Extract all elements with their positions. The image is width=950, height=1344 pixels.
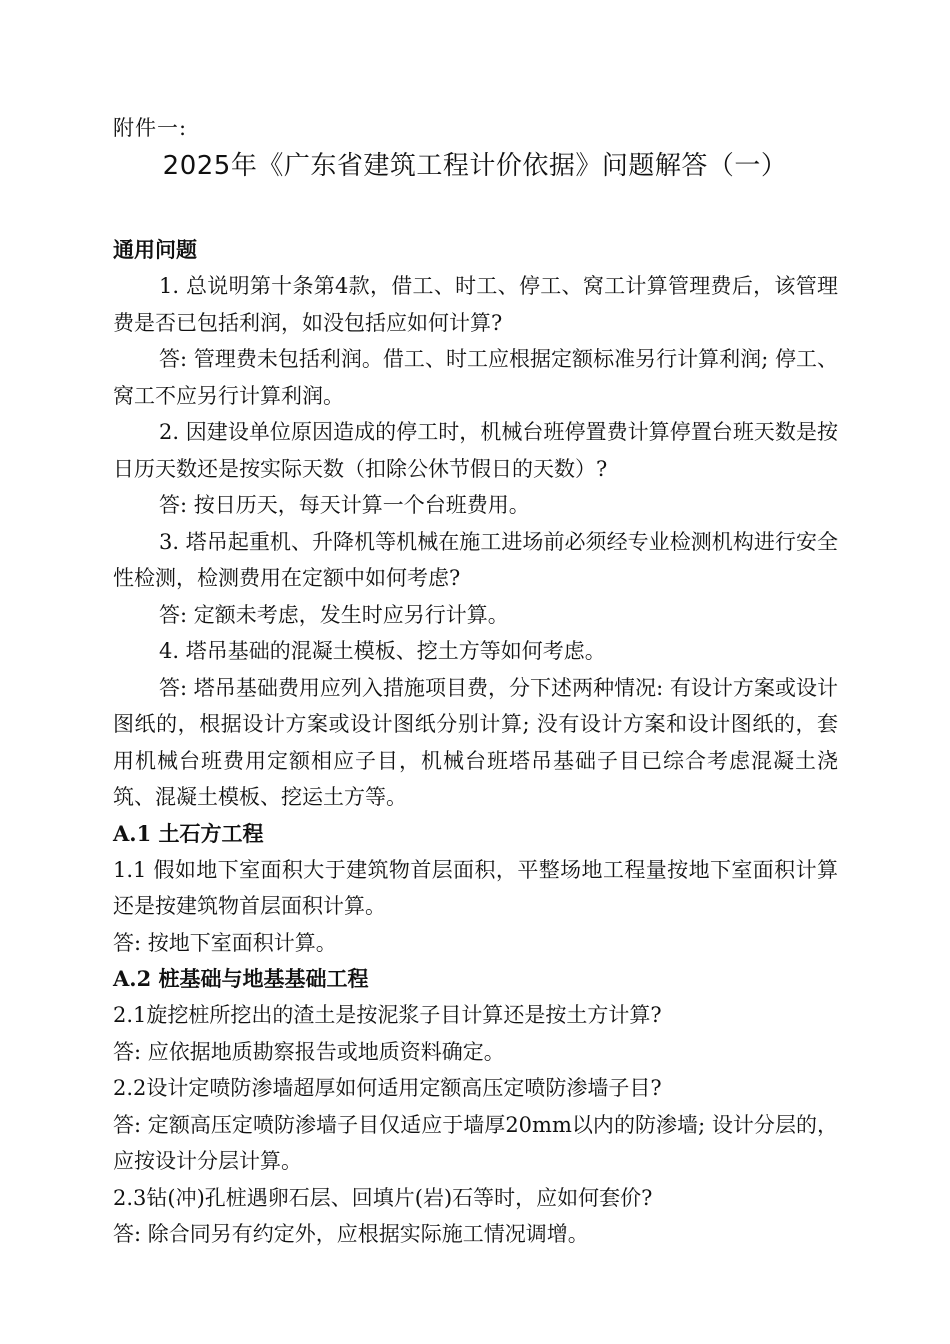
question-2-3: 2.3钻(冲)孔桩遇卵石层、回填片(岩)石等时，应如何套价?: [113, 1185, 653, 1210]
answer-2-1: 答: 应依据地质勘察报告或地质资料确定。: [113, 1039, 505, 1064]
question-1-1: 1.1 假如地下室面积大于建筑物首层面积，平整场地工程量按地下室面积计算还是按建筑物首层面积计算。: [113, 857, 838, 918]
question-2-1: 2.1旋挖桩所挖出的渣土是按泥浆子目计算还是按土方计算?: [113, 1003, 662, 1027]
section-heading-general: 通用问题: [113, 237, 197, 262]
question-4: 4. 塔吊基础的混凝土模板、挖土方等如何考虑。: [159, 639, 606, 663]
document-body: [113, 232, 838, 1253]
question-3: 3. 塔吊起重机、升降机等机械在施工进场前必须经专业检测机构进行安全性检测，检测费用在定额中如何考虑?: [113, 529, 838, 590]
answer-3: 答: 定额未考虑，发生时应另行计算。: [159, 602, 509, 627]
attachment-label: 附件一:: [113, 116, 188, 140]
answer-2-2: 答: 定额高压定喷防渗墙子目仅适应于墙厚20mm以内的防渗墙; 设计分层的，应按设计分层计算。: [113, 1112, 838, 1173]
question-1: 1. 总说明第十条第4款，借工、时工、停工、窝工计算管理费后，该管理费是否已包括利润，如没包括应如何计算?: [113, 274, 838, 335]
answer-1: 答: 管理费未包括利润。借工、时工应根据定额标准另行计算利润; 停工、窝工不应另行计算利润。: [113, 347, 838, 408]
answer-2-3: 答: 除合同另有约定外，应根据实际施工情况调增。: [113, 1222, 589, 1246]
question-2: 2. 因建设单位原因造成的停工时，机械台班停置费计算停置台班天数是按日历天数还是按实际天数（扣除公休节假日的天数）?: [113, 420, 838, 481]
section-heading-a2: A.2 桩基础与地基基础工程: [113, 966, 369, 991]
document-title: 2025年《广东省建筑工程计价依据》问题解答（一）: [162, 151, 788, 181]
answer-1-1: 答: 按地下室面积计算。: [113, 930, 337, 955]
question-2-2: 2.2设计定喷防渗墙超厚如何适用定额高压定喷防渗墙子目?: [113, 1076, 662, 1100]
answer-4: 答: 塔吊基础费用应列入措施项目费，分下述两种情况: 有设计方案或设计图纸的，根据设计方案或设计图纸分别计算; 没有设计方案和设计图纸的，套用机械台班费用定额相应子目，机械台班塔吊基础子目已综合考虑混凝土浇筑、混凝土模板、挖运土方等。: [113, 675, 838, 809]
answer-2: 答: 按日历天，每天计算一个台班费用。: [159, 493, 530, 517]
section-heading-a1: A.1 土石方工程: [113, 820, 264, 846]
